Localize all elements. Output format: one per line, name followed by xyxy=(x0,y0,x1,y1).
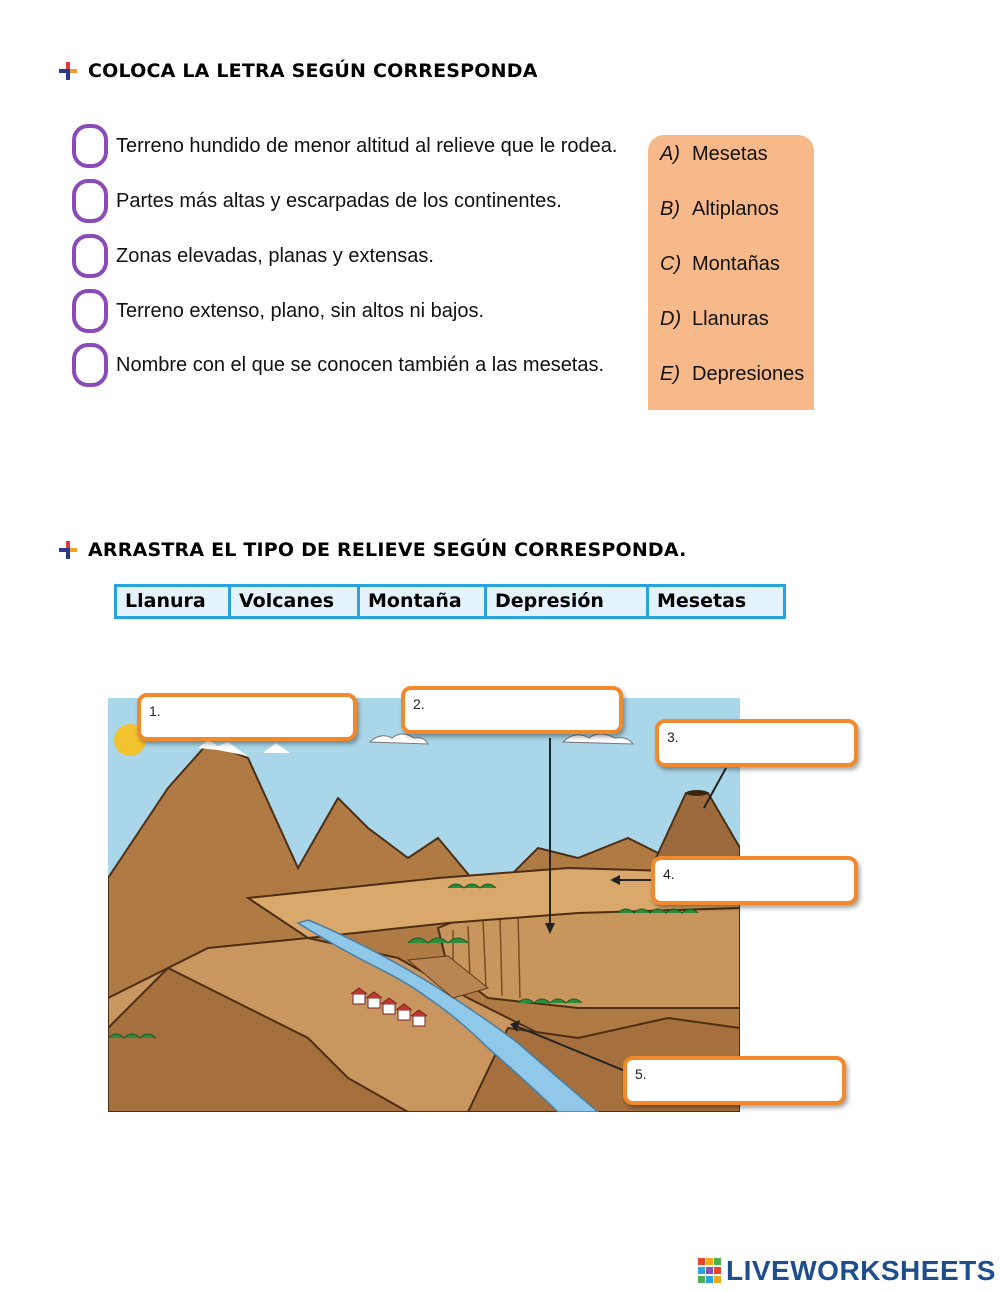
drop-box-1[interactable]: 1. xyxy=(137,693,357,741)
word-bank-item[interactable]: Mesetas xyxy=(657,590,747,612)
question-text: Terreno hundido de menor altitud al relieve que le rodea. xyxy=(116,134,618,157)
question-row xyxy=(72,289,484,333)
section1-title: COLOCA LA LETRA SEGÚN CORRESPONDA xyxy=(88,60,538,82)
answer-options-box xyxy=(648,135,814,410)
answer-circle[interactable] xyxy=(72,179,108,223)
trees xyxy=(448,884,496,888)
question-row xyxy=(72,124,617,168)
trees xyxy=(108,1034,156,1038)
answer-option: C) Montañas xyxy=(660,253,780,275)
answer-circle[interactable] xyxy=(72,289,108,333)
volcano-crater xyxy=(686,790,708,796)
question-row xyxy=(72,179,562,223)
relief-illustration xyxy=(108,698,740,1112)
section1-heading xyxy=(58,60,538,82)
answer-option: A) Mesetas xyxy=(660,143,768,165)
answer-option: E) Depresiones xyxy=(660,363,805,385)
question-text: Terreno extenso, plano, sin altos ni bajos. xyxy=(116,299,484,322)
question-text: Zonas elevadas, planas y extensas. xyxy=(116,244,434,267)
bullet-icon xyxy=(58,540,78,560)
word-bank-item[interactable]: Depresión xyxy=(487,587,649,616)
section2-heading xyxy=(58,539,687,561)
word-bank xyxy=(114,584,786,619)
word-bank-item[interactable]: Volcanes xyxy=(231,587,360,616)
section2-title: ARRASTRA EL TIPO DE RELIEVE SEGÚN CORRESPONDA. xyxy=(88,539,687,561)
trees xyxy=(618,909,698,913)
answer-circle[interactable] xyxy=(72,343,108,387)
question-row xyxy=(72,343,604,387)
bullet-icon xyxy=(58,61,78,81)
answer-option: D) Llanuras xyxy=(660,308,769,330)
word-bank-item[interactable]: Montaña xyxy=(360,587,487,616)
question-text: Partes más altas y escarpadas de los continentes. xyxy=(116,189,562,212)
question-text: Nombre con el que se conocen también a las mesetas. xyxy=(116,353,605,376)
liveworksheets-logo xyxy=(698,1255,996,1287)
drop-box-5[interactable]: 5. xyxy=(623,1056,846,1105)
question-row xyxy=(72,234,434,278)
drop-box-2[interactable]: 2. xyxy=(401,686,623,734)
answer-circle[interactable] xyxy=(72,124,108,168)
trees xyxy=(408,938,468,943)
drop-box-3[interactable]: 3. xyxy=(655,719,858,767)
logo-icon xyxy=(698,1258,722,1284)
answer-option: B) Altiplanos xyxy=(660,198,779,220)
logo-text: LIVEWORKSHEETS xyxy=(726,1255,996,1286)
drop-box-4[interactable]: 4. xyxy=(651,856,858,905)
word-bank-item[interactable]: Llanura xyxy=(117,587,231,616)
answer-circle[interactable] xyxy=(72,234,108,278)
